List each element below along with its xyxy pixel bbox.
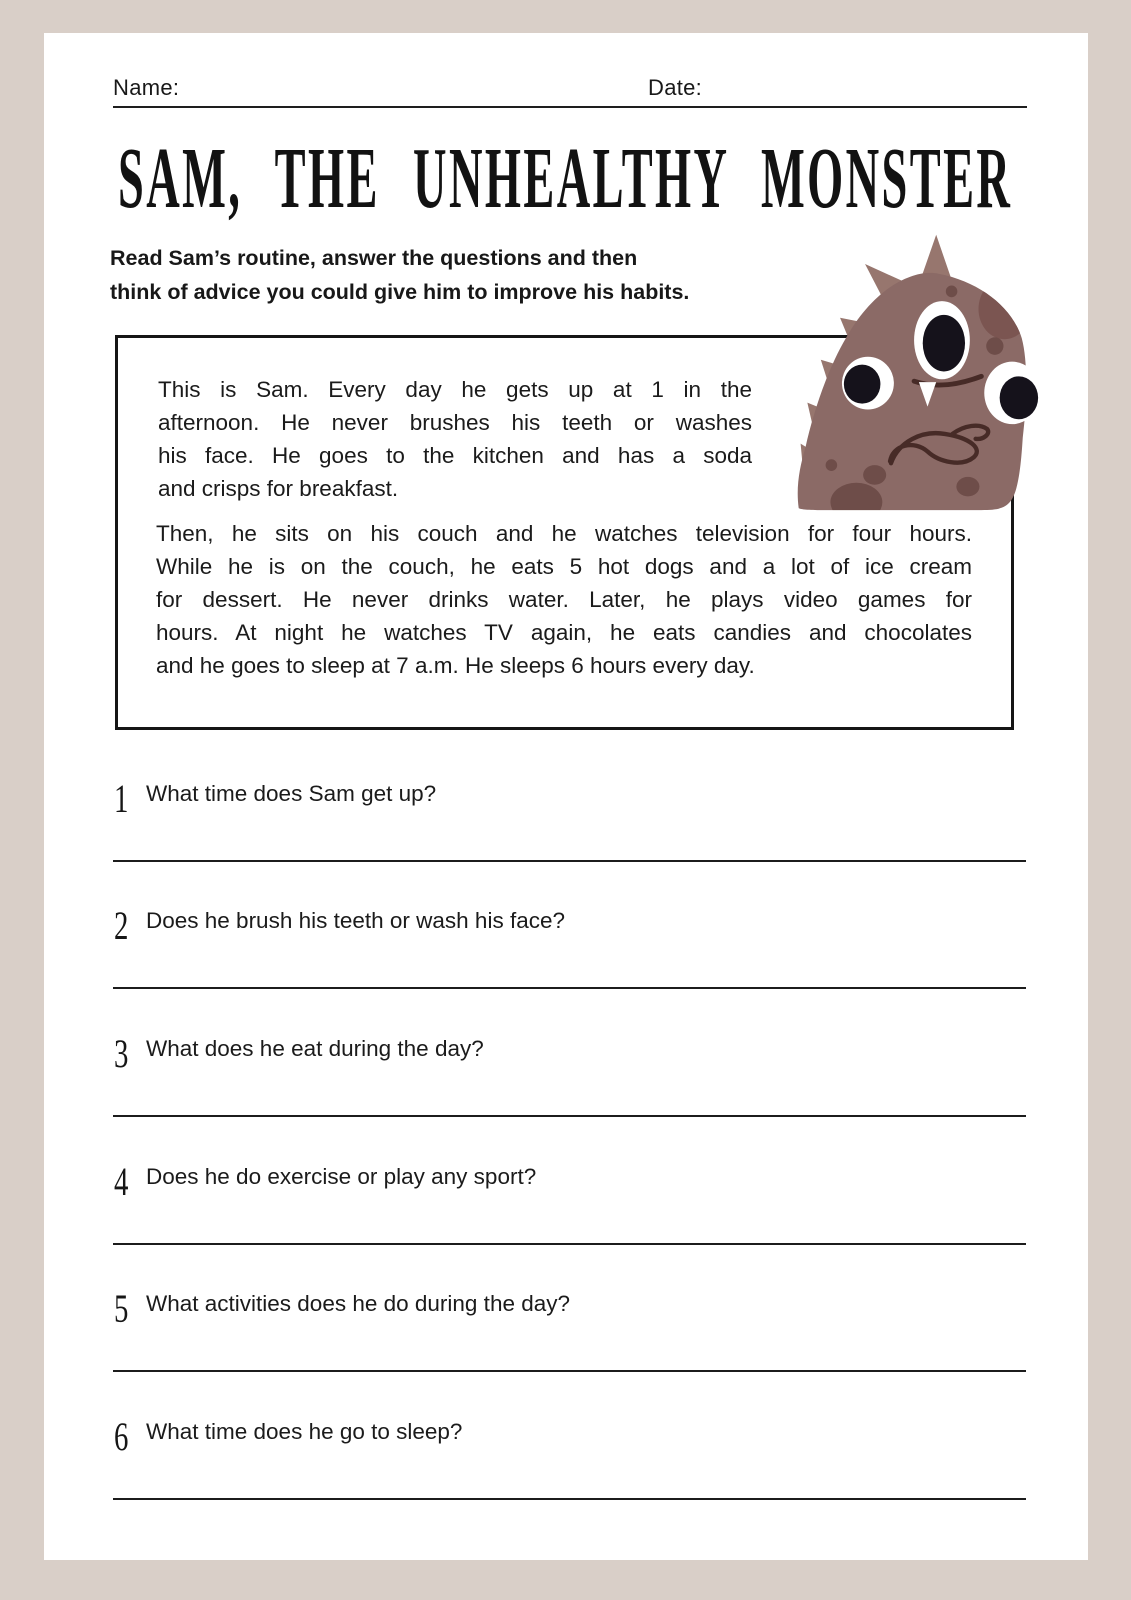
page-title: SAM, THE UNHEALTHY MONSTER [118,129,1013,227]
question-number: 5 [114,1285,129,1331]
passage-line: This is Sam. Every day he gets up at 1 in the [158,377,752,402]
date-label: Date: [648,75,703,100]
instructions-line-2: think of advice you could give him to improve his habits. [110,280,690,304]
instructions-line-1: Read Sam’s routine, answer the questions and then [110,246,638,270]
answer-line[interactable] [113,1243,1026,1245]
passage-line: and crisps for breakfast. [158,476,399,501]
question-text: What activities does he do during the day? [146,1291,571,1316]
question-row [114,1287,1028,1372]
answer-line[interactable] [113,1370,1026,1372]
question-number: 1 [114,775,129,821]
question-number: 4 [114,1158,129,1204]
question-text: Does he do exercise or play any sport? [146,1164,537,1189]
monster-illustration [791,225,1041,513]
answer-line[interactable] [113,1115,1026,1117]
name-label: Name: [113,75,180,100]
question-row [114,1415,1028,1500]
passage-line: While he is on the couch, he eats 5 hot dogs and a lot of ice cream [156,554,972,579]
header-write-line[interactable] [113,106,1027,108]
passage-paragraph-2 [156,517,972,682]
passage-line: Then, he sits on his couch and he watches television for four hours. [156,521,972,546]
question-text: What does he eat during the day? [146,1036,484,1061]
passage-line: his face. He goes to the kitchen and has a soda [158,443,752,468]
question-number: 6 [114,1413,129,1459]
question-number: 2 [114,902,129,948]
answer-line[interactable] [113,1498,1026,1500]
question-row [114,1160,1028,1245]
answer-line[interactable] [113,860,1026,862]
passage-line: afternoon. He never brushes his teeth or washes [158,410,752,435]
passage-line: hours. At night he watches TV again, he eats candies and chocolates [156,620,972,645]
question-row [114,777,1028,862]
passage-line: and he goes to sleep at 7 a.m. He sleeps 6 hours every day. [156,653,755,678]
passage-paragraph-1 [158,373,752,505]
answer-line[interactable] [113,987,1026,989]
question-text: Does he brush his teeth or wash his face? [146,908,565,933]
question-text: What time does Sam get up? [146,781,437,806]
instructions-text [110,241,790,309]
passage-line: for dessert. He never drinks water. Later, he plays video games for [156,587,972,612]
question-row [114,1032,1028,1117]
question-number: 3 [114,1030,129,1076]
question-row [114,904,1028,989]
worksheet-page [44,33,1088,1560]
question-text: What time does he go to sleep? [146,1419,463,1444]
